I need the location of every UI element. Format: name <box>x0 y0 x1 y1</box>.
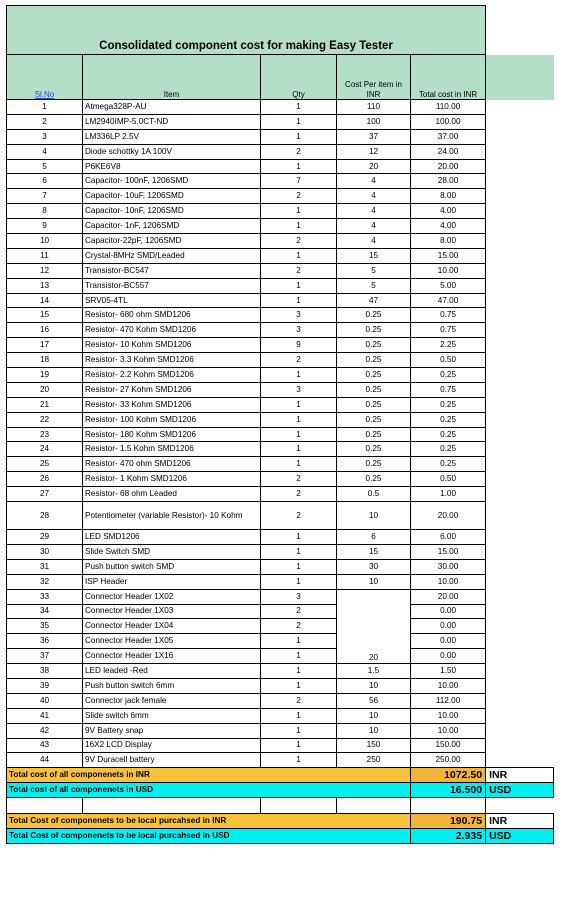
table-row <box>7 502 554 530</box>
table-row <box>7 619 554 634</box>
sl-no-cell[interactable]: 40 <box>7 693 83 708</box>
sl-no-cell[interactable]: 39 <box>7 678 83 693</box>
sl-no-cell[interactable]: 31 <box>7 559 83 574</box>
qty-cell[interactable]: 2 <box>261 144 337 159</box>
qty-cell[interactable]: 1 <box>261 753 337 768</box>
sl-no-cell[interactable]: 1 <box>7 100 83 115</box>
sl-no-cell[interactable]: 37 <box>7 649 83 664</box>
qty-cell[interactable]: 1 <box>261 427 337 442</box>
total-cost-cell[interactable]: 0.00 <box>411 604 486 619</box>
total-inr-row-currency[interactable]: INR <box>486 768 554 783</box>
sheet-title: Consolidated component cost for making Easy Tester <box>7 6 486 55</box>
item-cell[interactable]: LM2940IMP-5.0CT-ND <box>83 114 261 129</box>
title-row <box>7 6 554 55</box>
cost-per-item-cell[interactable]: 30 <box>337 559 411 574</box>
table-row <box>7 530 554 545</box>
qty-cell[interactable]: 1 <box>261 278 337 293</box>
item-cell[interactable]: Push button switch SMD <box>83 559 261 574</box>
item-cell[interactable]: Resistor- 33 Kohm SMD1206 <box>83 397 261 412</box>
local-inr-row <box>7 814 554 829</box>
item-cell[interactable]: Connector jack female <box>83 693 261 708</box>
item-cell[interactable]: Resistor- 470 ohm SMD1206 <box>83 457 261 472</box>
table-row <box>7 248 554 263</box>
item-cell[interactable]: Capacitor- 100nF, 1206SMD <box>83 174 261 189</box>
sl-no-cell[interactable]: 19 <box>7 368 83 383</box>
item-cell[interactable]: 9V Battery snap <box>83 723 261 738</box>
total-cost-cell[interactable]: 24.00 <box>411 144 486 159</box>
sl-no-link[interactable]: Sl.No <box>34 89 55 99</box>
cost-per-item-cell[interactable]: 5 <box>337 263 411 278</box>
item-cell[interactable]: ISP Header <box>83 574 261 589</box>
cost-per-item-cell[interactable]: 0.25 <box>337 412 411 427</box>
cost-per-item-cell[interactable]: 150 <box>337 738 411 753</box>
qty-cell[interactable]: 1 <box>261 114 337 129</box>
cost-per-item-cell[interactable]: 0.25 <box>337 397 411 412</box>
table-row <box>7 487 554 502</box>
total-cost-cell[interactable]: 1.00 <box>411 487 486 502</box>
cost-per-item-cell[interactable]: 4 <box>337 234 411 249</box>
table-row <box>7 559 554 574</box>
cost-per-item-cell[interactable]: 5 <box>337 278 411 293</box>
qty-cell[interactable]: 1 <box>261 397 337 412</box>
total-cost-cell[interactable]: 4.00 <box>411 204 486 219</box>
cost-per-item-cell[interactable]: 12 <box>337 144 411 159</box>
total-cost-cell[interactable]: 47.00 <box>411 293 486 308</box>
sl-no-cell[interactable]: 15 <box>7 308 83 323</box>
sl-no-cell[interactable]: 16 <box>7 323 83 338</box>
cost-per-item-cell[interactable]: 0.25 <box>337 427 411 442</box>
cost-per-item-cell[interactable]: 4 <box>337 189 411 204</box>
cost-per-item-cell-merged[interactable]: 20 <box>337 589 411 663</box>
cost-per-item-cell[interactable]: 10 <box>337 678 411 693</box>
total-cost-cell[interactable]: 0.50 <box>411 472 486 487</box>
table-row <box>7 544 554 559</box>
item-cell[interactable]: Potentiometer (variable Resistor)- 10 Kohm <box>83 502 261 530</box>
total-cost-cell[interactable]: 0.75 <box>411 308 486 323</box>
sl-no-cell[interactable]: 17 <box>7 338 83 353</box>
item-cell[interactable]: Push button switch 6mm <box>83 678 261 693</box>
qty-cell[interactable]: 1 <box>261 159 337 174</box>
qty-cell[interactable]: 1 <box>261 368 337 383</box>
table-row <box>7 753 554 768</box>
total-cost-cell[interactable]: 0.50 <box>411 353 486 368</box>
table-row <box>7 678 554 693</box>
qty-cell[interactable]: 2 <box>261 604 337 619</box>
table-row <box>7 382 554 397</box>
cost-per-item-cell[interactable]: 20 <box>337 159 411 174</box>
qty-cell[interactable]: 1 <box>261 664 337 679</box>
sl-no-cell[interactable]: 44 <box>7 753 83 768</box>
sl-no-cell[interactable]: 30 <box>7 544 83 559</box>
item-cell[interactable]: Transistor-BC547 <box>83 263 261 278</box>
table-row <box>7 589 554 604</box>
cost-per-item-cell[interactable]: 47 <box>337 293 411 308</box>
total-cost-cell[interactable]: 10.00 <box>411 263 486 278</box>
qty-cell[interactable]: 1 <box>261 248 337 263</box>
sl-no-cell[interactable]: 35 <box>7 619 83 634</box>
table-row <box>7 649 554 664</box>
table-row <box>7 189 554 204</box>
total-cost-cell[interactable]: 10.00 <box>411 574 486 589</box>
total-cost-cell[interactable]: 10.00 <box>411 708 486 723</box>
header-row <box>7 55 554 100</box>
cost-per-item-cell[interactable]: 10 <box>337 574 411 589</box>
table-row <box>7 472 554 487</box>
qty-cell[interactable]: 1 <box>261 442 337 457</box>
cost-per-item-cell[interactable]: 10 <box>337 502 411 530</box>
qty-cell[interactable]: 3 <box>261 323 337 338</box>
item-cell[interactable]: SRV05-4TL <box>83 293 261 308</box>
cost-per-item-cell[interactable]: 0.25 <box>337 368 411 383</box>
header-total-cost: Total cost in INR <box>411 55 486 100</box>
total-cost-cell[interactable]: 0.75 <box>411 323 486 338</box>
table-row <box>7 174 554 189</box>
qty-cell[interactable]: 2 <box>261 472 337 487</box>
cost-per-item-cell[interactable]: 0.25 <box>337 382 411 397</box>
spreadsheet <box>6 5 553 844</box>
item-cell[interactable]: Resistor- 1 Kohm SMD1206 <box>83 472 261 487</box>
qty-cell[interactable]: 2 <box>261 189 337 204</box>
table-row <box>7 574 554 589</box>
local-usd-row <box>7 828 554 843</box>
table-row <box>7 353 554 368</box>
total-cost-cell[interactable]: 20.00 <box>411 589 486 604</box>
item-cell[interactable]: Resistor- 1.5 Kohm SMD1206 <box>83 442 261 457</box>
sl-no-cell[interactable]: 36 <box>7 634 83 649</box>
sl-no-cell[interactable]: 11 <box>7 248 83 263</box>
qty-cell[interactable]: 1 <box>261 634 337 649</box>
total-cost-cell[interactable]: 15.00 <box>411 544 486 559</box>
total-cost-cell[interactable]: 0.00 <box>411 634 486 649</box>
qty-cell[interactable]: 1 <box>261 649 337 664</box>
local-usd-row-label[interactable]: Total Cost of componenets to be local purcahsed in USD <box>7 828 411 843</box>
cost-per-item-cell[interactable]: 110 <box>337 100 411 115</box>
total-cost-cell[interactable]: 15.00 <box>411 248 486 263</box>
total-cost-cell[interactable]: 110.00 <box>411 100 486 115</box>
sl-no-cell[interactable]: 20 <box>7 382 83 397</box>
cost-per-item-cell[interactable]: 0.5 <box>337 487 411 502</box>
sl-no-cell[interactable]: 3 <box>7 129 83 144</box>
total-cost-cell[interactable]: 28.00 <box>411 174 486 189</box>
table-row <box>7 457 554 472</box>
table-row <box>7 100 554 115</box>
sl-no-cell[interactable]: 24 <box>7 442 83 457</box>
item-cell[interactable]: Transistor-BC557 <box>83 278 261 293</box>
item-cell[interactable]: 16X2 LCD Display <box>83 738 261 753</box>
total-cost-cell[interactable]: 8.00 <box>411 234 486 249</box>
qty-cell[interactable]: 3 <box>261 589 337 604</box>
total-cost-cell[interactable]: 6.00 <box>411 530 486 545</box>
qty-cell[interactable]: 1 <box>261 219 337 234</box>
cost-per-item-cell[interactable]: 100 <box>337 114 411 129</box>
sl-no-cell[interactable]: 29 <box>7 530 83 545</box>
table-row <box>7 129 554 144</box>
qty-cell[interactable]: 1 <box>261 738 337 753</box>
item-cell[interactable]: Connector Header 1X03 <box>83 604 261 619</box>
item-cell[interactable]: LED SMD1206 <box>83 530 261 545</box>
qty-cell[interactable]: 1 <box>261 412 337 427</box>
total-usd-row-currency[interactable]: USD <box>486 783 554 798</box>
sl-no-cell[interactable]: 10 <box>7 234 83 249</box>
table-row <box>7 338 554 353</box>
total-cost-cell[interactable]: 1.50 <box>411 664 486 679</box>
total-cost-cell[interactable]: 0.00 <box>411 649 486 664</box>
total-inr-row-value[interactable]: 1072.50 <box>411 768 486 783</box>
item-cell[interactable]: Resistor- 100 Kohm SMD1206 <box>83 412 261 427</box>
total-cost-cell[interactable]: 112.00 <box>411 693 486 708</box>
table-row <box>7 708 554 723</box>
total-cost-cell[interactable]: 4.00 <box>411 219 486 234</box>
item-cell[interactable]: P6KE6V8 <box>83 159 261 174</box>
local-usd-row-currency[interactable]: USD <box>486 828 554 843</box>
sl-no-cell[interactable]: 6 <box>7 174 83 189</box>
header-qty: Qty <box>261 55 337 100</box>
cost-per-item-cell[interactable]: 1.5 <box>337 664 411 679</box>
local-inr-row-label[interactable]: Total Cost of componenets to be local purcahsed in INR <box>7 814 411 829</box>
total-cost-cell[interactable]: 0.75 <box>411 382 486 397</box>
qty-cell[interactable]: 1 <box>261 530 337 545</box>
qty-cell[interactable]: 1 <box>261 204 337 219</box>
total-cost-cell[interactable]: 10.00 <box>411 678 486 693</box>
local-inr-row-currency[interactable]: INR <box>486 814 554 829</box>
sl-no-cell[interactable]: 32 <box>7 574 83 589</box>
sl-no-cell[interactable]: 2 <box>7 114 83 129</box>
header-cost-per-item: Cost Per item in INR <box>337 55 411 100</box>
total-cost-cell[interactable]: 20.00 <box>411 159 486 174</box>
item-cell[interactable]: LED leaded -Red <box>83 664 261 679</box>
header-item: Item <box>83 55 261 100</box>
table-row <box>7 397 554 412</box>
cost-per-item-cell[interactable]: 250 <box>337 753 411 768</box>
table-row <box>7 159 554 174</box>
sl-no-cell[interactable]: 27 <box>7 487 83 502</box>
qty-cell[interactable]: 2 <box>261 487 337 502</box>
item-cell[interactable]: Resistor- 680 ohm SMD1206 <box>83 308 261 323</box>
cost-per-item-cell[interactable]: 0.25 <box>337 457 411 472</box>
qty-cell[interactable]: 2 <box>261 263 337 278</box>
cost-per-item-cell[interactable]: 10 <box>337 723 411 738</box>
table-row <box>7 442 554 457</box>
table-row <box>7 368 554 383</box>
sl-no-cell[interactable]: 41 <box>7 708 83 723</box>
cost-per-item-cell[interactable]: 6 <box>337 530 411 545</box>
qty-cell[interactable]: 2 <box>261 353 337 368</box>
table-row <box>7 204 554 219</box>
table-row <box>7 723 554 738</box>
total-cost-cell[interactable]: 5.00 <box>411 278 486 293</box>
total-usd-row-label[interactable]: Total cost of all componenets in USD <box>7 783 411 798</box>
sl-no-cell[interactable]: 18 <box>7 353 83 368</box>
qty-cell[interactable]: 1 <box>261 544 337 559</box>
total-cost-cell[interactable]: 150.00 <box>411 738 486 753</box>
sl-no-cell[interactable]: 43 <box>7 738 83 753</box>
item-cell[interactable]: Crystal-8MHz SMD/Leaded <box>83 248 261 263</box>
table-row <box>7 693 554 708</box>
sl-no-cell[interactable]: 14 <box>7 293 83 308</box>
sl-no-cell[interactable]: 33 <box>7 589 83 604</box>
item-cell[interactable]: Resistor- 27 Kohm SMD1206 <box>83 382 261 397</box>
sl-no-cell[interactable]: 12 <box>7 263 83 278</box>
item-cell[interactable]: Connector Header 1X05 <box>83 634 261 649</box>
total-cost-cell[interactable]: 0.00 <box>411 619 486 634</box>
header-sl-no[interactable] <box>7 55 83 100</box>
cost-per-item-cell[interactable]: 0.25 <box>337 442 411 457</box>
cost-per-item-cell[interactable]: 37 <box>337 129 411 144</box>
sl-no-cell[interactable]: 28 <box>7 502 83 530</box>
sl-no-cell[interactable]: 25 <box>7 457 83 472</box>
cost-per-item-cell[interactable]: 0.25 <box>337 353 411 368</box>
table-row <box>7 323 554 338</box>
item-cell[interactable]: Capacitor- 10nF, 1206SMD <box>83 204 261 219</box>
qty-cell[interactable]: 1 <box>261 723 337 738</box>
item-cell[interactable]: Connector Header 1X16 <box>83 649 261 664</box>
item-cell[interactable]: 9V Duracell battery <box>83 753 261 768</box>
table-row <box>7 234 554 249</box>
sl-no-cell[interactable]: 7 <box>7 189 83 204</box>
item-cell[interactable]: Capacitor-22pF, 1206SMD <box>83 234 261 249</box>
total-cost-cell[interactable]: 2.25 <box>411 338 486 353</box>
table-row <box>7 738 554 753</box>
component-cost-table <box>6 5 554 844</box>
total-inr-row-label[interactable]: Total cost of all componenets in INR <box>7 768 411 783</box>
qty-cell[interactable]: 1 <box>261 129 337 144</box>
item-cell[interactable]: Connector Header 1X02 <box>83 589 261 604</box>
cost-per-item-cell[interactable]: 15 <box>337 544 411 559</box>
sl-no-cell[interactable]: 9 <box>7 219 83 234</box>
cost-per-item-cell[interactable]: 4 <box>337 174 411 189</box>
cost-per-item-cell[interactable]: 0.25 <box>337 338 411 353</box>
total-cost-cell[interactable]: 0.25 <box>411 457 486 472</box>
cost-per-item-cell[interactable]: 4 <box>337 204 411 219</box>
table-row <box>7 219 554 234</box>
sl-no-cell[interactable]: 23 <box>7 427 83 442</box>
total-cost-cell[interactable]: 100.00 <box>411 114 486 129</box>
cost-per-item-cell[interactable]: 0.25 <box>337 472 411 487</box>
table-row <box>7 278 554 293</box>
sl-no-cell[interactable]: 42 <box>7 723 83 738</box>
table-row <box>7 308 554 323</box>
total-usd-row-value[interactable]: 16.500 <box>411 783 486 798</box>
sl-no-cell[interactable]: 4 <box>7 144 83 159</box>
sl-no-cell[interactable]: 21 <box>7 397 83 412</box>
qty-cell[interactable]: 7 <box>261 174 337 189</box>
total-cost-cell[interactable]: 0.25 <box>411 427 486 442</box>
item-cell[interactable]: Capacitor- 1nF, 1206SMD <box>83 219 261 234</box>
item-cell[interactable]: Resistor- 180 Kohm SMD1206 <box>83 427 261 442</box>
qty-cell[interactable]: 1 <box>261 100 337 115</box>
item-cell[interactable]: Capacitor- 10uF, 1206SMD <box>83 189 261 204</box>
total-inr-row <box>7 768 554 783</box>
item-cell[interactable]: Resistor- 3.3 Kohm SMD1206 <box>83 353 261 368</box>
table-row <box>7 664 554 679</box>
table-row <box>7 604 554 619</box>
item-cell[interactable]: LM336LP 2.5V <box>83 129 261 144</box>
qty-cell[interactable]: 9 <box>261 338 337 353</box>
local-usd-row-value[interactable]: 2.935 <box>411 828 486 843</box>
table-row <box>7 634 554 649</box>
total-cost-cell[interactable]: 10.00 <box>411 723 486 738</box>
qty-cell[interactable]: 3 <box>261 308 337 323</box>
qty-cell[interactable]: 2 <box>261 619 337 634</box>
sl-no-cell[interactable]: 13 <box>7 278 83 293</box>
cost-per-item-cell[interactable]: 56 <box>337 693 411 708</box>
total-cost-cell[interactable]: 0.25 <box>411 368 486 383</box>
local-inr-row-value[interactable]: 190.75 <box>411 814 486 829</box>
table-row <box>7 293 554 308</box>
sl-no-cell[interactable]: 8 <box>7 204 83 219</box>
item-cell[interactable]: Resistor- 2.2 Kohm SMD1206 <box>83 368 261 383</box>
item-cell[interactable]: Resistor- 10 Kohm SMD1206 <box>83 338 261 353</box>
total-cost-cell[interactable]: 8.00 <box>411 189 486 204</box>
qty-cell[interactable]: 3 <box>261 382 337 397</box>
total-cost-cell[interactable]: 0.25 <box>411 412 486 427</box>
table-row <box>7 412 554 427</box>
item-cell[interactable]: Connector Header 1X04 <box>83 619 261 634</box>
table-row <box>7 144 554 159</box>
cost-per-item-cell[interactable]: 0.25 <box>337 323 411 338</box>
cost-per-item-cell[interactable]: 4 <box>337 219 411 234</box>
total-cost-cell[interactable]: 0.25 <box>411 397 486 412</box>
qty-cell[interactable]: 2 <box>261 693 337 708</box>
sl-no-cell[interactable]: 38 <box>7 664 83 679</box>
item-cell[interactable]: Atmega328P-AU <box>83 100 261 115</box>
sl-no-cell[interactable]: 22 <box>7 412 83 427</box>
total-cost-cell[interactable]: 20.00 <box>411 502 486 530</box>
total-cost-cell[interactable]: 0.25 <box>411 442 486 457</box>
table-row <box>7 114 554 129</box>
spacer-row <box>7 798 554 814</box>
qty-cell[interactable]: 2 <box>261 502 337 530</box>
qty-cell[interactable]: 2 <box>261 234 337 249</box>
item-cell[interactable]: Diode schottky 1A 100V <box>83 144 261 159</box>
sl-no-cell[interactable]: 26 <box>7 472 83 487</box>
cost-per-item-cell[interactable]: 10 <box>337 708 411 723</box>
total-cost-cell[interactable]: 30.00 <box>411 559 486 574</box>
table-row <box>7 263 554 278</box>
item-cell[interactable]: Slide Switch SMD <box>83 544 261 559</box>
sl-no-cell[interactable]: 34 <box>7 604 83 619</box>
item-cell[interactable]: Slide switch 6mm <box>83 708 261 723</box>
qty-cell[interactable]: 1 <box>261 708 337 723</box>
cost-per-item-cell[interactable]: 15 <box>337 248 411 263</box>
qty-cell[interactable]: 1 <box>261 293 337 308</box>
item-cell[interactable]: Resistor- 68 ohm Leaded <box>83 487 261 502</box>
cost-per-item-cell[interactable]: 0.25 <box>337 308 411 323</box>
sl-no-cell[interactable]: 5 <box>7 159 83 174</box>
total-usd-row <box>7 783 554 798</box>
qty-cell[interactable]: 1 <box>261 574 337 589</box>
total-cost-cell[interactable]: 37.00 <box>411 129 486 144</box>
qty-cell[interactable]: 1 <box>261 457 337 472</box>
table-row <box>7 427 554 442</box>
total-cost-cell[interactable]: 250.00 <box>411 753 486 768</box>
item-cell[interactable]: Resistor- 470 Kohm SMD1206 <box>83 323 261 338</box>
qty-cell[interactable]: 1 <box>261 559 337 574</box>
qty-cell[interactable]: 1 <box>261 678 337 693</box>
